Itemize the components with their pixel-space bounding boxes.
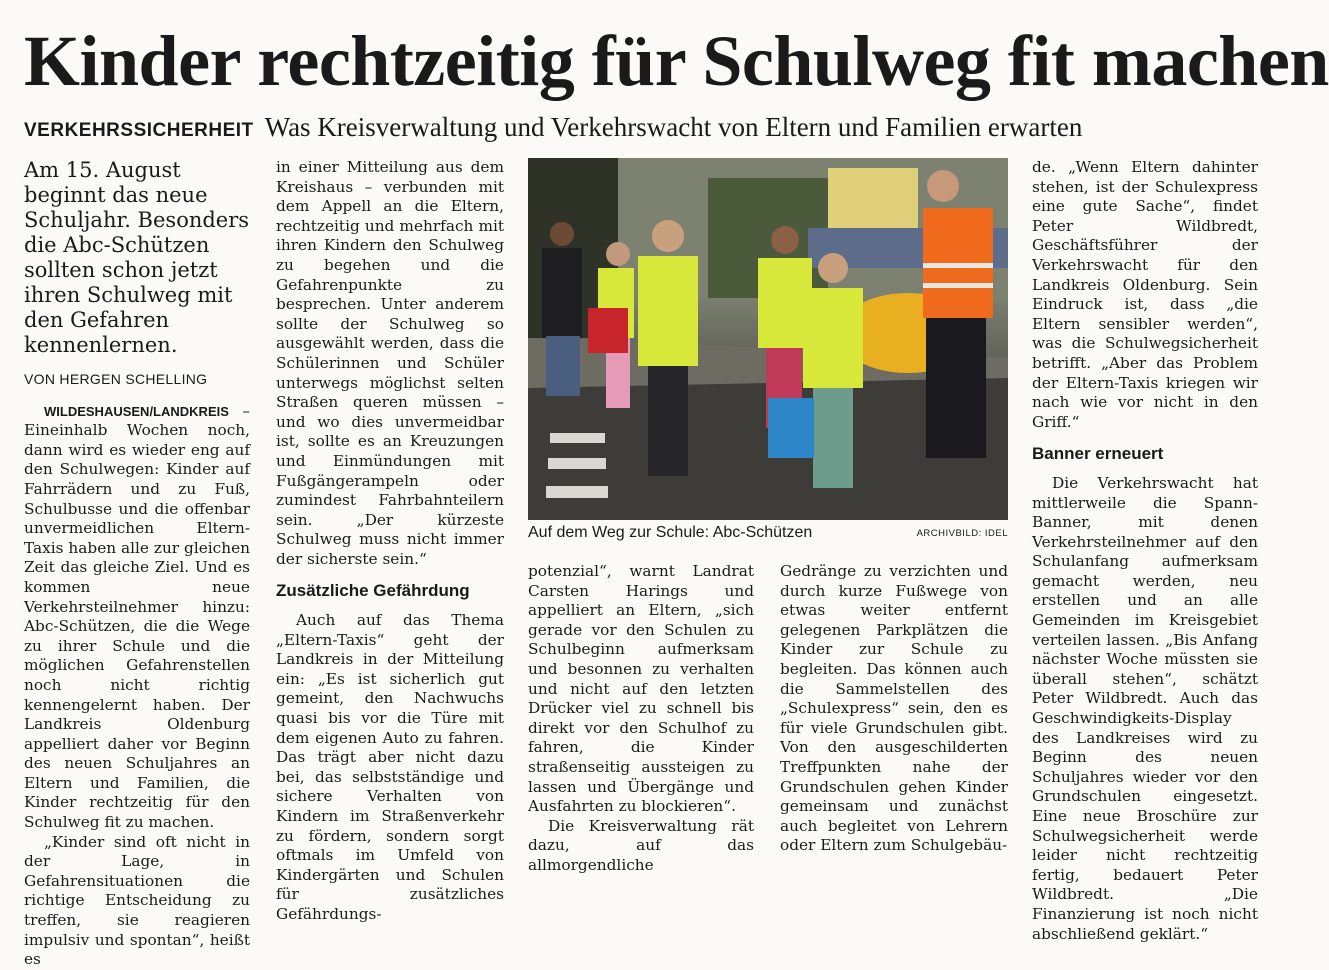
- dateline: WILDESHAUSEN/LANDKREIS: [44, 403, 229, 419]
- headline: Kinder rechtzeitig für Schulweg fit machen: [24, 21, 1329, 101]
- paragraph: Die Kreisverwaltung rät dazu, auf das allmorgendliche: [528, 816, 754, 874]
- caption-text: Auf dem Weg zur Schule: Abc-Schützen: [528, 524, 813, 541]
- paragraph: Auch auf das Thema „Eltern-Taxis“ geht der Landkreis in der Mitteilung ein: „Es ist sicherlich gut gemeint, den Nachwuchs quasi bis vor die Türe mit dem eigenen Auto zu fahren. Das trägt aber nicht dazu bei, das selbstständige und sichere Verhalten von Kindern im Straßenverkehr zu fördern, sondern sorgt oftmals im Umfeld von Kindergärten und Schulen für zusätzliches Gefährdungs-: [276, 611, 504, 923]
- subtitle: Was Kreisverwaltung und Verkehrswacht von Eltern und Familien erwarten: [264, 112, 1083, 142]
- byline: VON HERGEN SCHELLING: [24, 371, 208, 387]
- photo-caption: [528, 524, 1008, 542]
- paragraph: in einer Mitteilung aus dem Kreishaus – verbunden mit dem Appell an die Eltern, rechtzeitig und mehrfach mit ihren Kindern den Schulweg zu begehen und die Gefahrenpunkte zu besprechen. Unter anderem sollte der Schulweg so ausgewählt werden, dass die Schülerinnen und Schüler unterwegs möglichst selten Straßen queren müssen – und wo dies unvermeidbar ist, sollte es an Kreuzungen und Einmündungen mit Fußgängerampeln oder zumindest Fahrbahnteilern sein. „Der kürzeste Schulweg muss nicht immer der sicherste sein.“: [276, 158, 504, 568]
- paragraph: Die Verkehrswacht hat mittlerweile die Spann-Banner, mit denen Verkehrsteilnehmer auf den Schulanfang aufmerksam gemacht werden, neu erstellen und an alle Gemeinden im Kreisgebiet verteilen lassen. „Bis Anfang nächster Woche müssten sie überall stehen“, schätzt Peter Wildbredt. Auch das Geschwindigkeits-Display des Landkreises wird zu Beginn des neuen Schuljahres wieder vor den Grundschulen eingesetzt. Eine neue Broschüre zur Schulwegsicherheit werde leider nicht rechtzeitig fertig, bedauert Peter Wildbredt. „Die Finanzierung ist noch nicht abschließend geklärt.“: [1032, 473, 1258, 943]
- column-2: [276, 158, 504, 923]
- lead-text: Am 15. August beginnt das neue Schuljahr. Besonders die Abc-Schützen sollten schon jetzt ihren Schulweg mit den Gefahren kennenlernen.: [24, 158, 250, 357]
- column-5: [1032, 158, 1258, 943]
- column-1: [24, 158, 250, 969]
- paragraph: potenzial“, warnt Landrat Carsten Harings und appelliert an Eltern, „sich gerade vor den Schulen zu Schulbeginn aufmerksam und besonnen zu verhalten und nicht auf den letzten Drücker viel zu schnell bis direkt vor den Schulhof zu fahren, die Kinder straßenseitig aussteigen zu lassen und Übergänge und Ausfahrten zu blockieren“.: [528, 562, 754, 816]
- paragraph: de. „Wenn Eltern dahinter stehen, ist der Schulexpress eine gute Sache“, findet Peter Wildbredt, Geschäftsführer der Verkehrswacht für den Landkreis Oldenburg. Sein Eindruck ist, dass „die Eltern sensibler werden“, was die Schulwegsicherheit betrifft. „Aber das Problem der Eltern-Taxis kriegen wir nach wie vor nicht in den Griff.“: [1032, 158, 1258, 431]
- column-3: [528, 562, 754, 874]
- paragraph: „Kinder sind oft nicht in der Lage, in Gefahrensituationen die richtige Entscheidung zu treffen, sie reagieren impulsiv und spontan“, heißt es: [24, 832, 250, 969]
- paragraph: WILDESHAUSEN/LANDKREIS – Eineinhalb Wochen noch, dann wird es wieder eng auf den Schulwegen: Kinder auf Fahrrädern und zu Fuß, Schulbusse und die offenbar unvermeidlichen Eltern-Taxis haben alle zur gleichen Zeit das gleiche Ziel. Und es kommen neue Verkehrsteilnehmer hinzu: Abc-Schützen, die die Wege zu ihrer Schule und die möglichen Gefahrenstellen noch nicht richtig kennengelernt haben. Der Landkreis Oldenburg appelliert daher vor Beginn des neuen Schuljahres an Eltern und Familien, die Kinder rechtzeitig für den Schulweg fit zu machen.: [24, 401, 250, 832]
- photo-credit: ARCHIVBILD: IDEL: [916, 528, 1008, 539]
- news-photo: [528, 158, 1008, 520]
- subline: [24, 112, 1264, 144]
- subhead-zusaetzliche-gefaehrdung: Zusätzliche Gefährdung: [276, 581, 470, 601]
- kicker: VERKEHRSSICHERHEIT: [24, 120, 254, 141]
- photo-illustration: [528, 158, 1008, 520]
- paragraph: Gedränge zu verzichten und durch kurze Fußwege von etwas weiter entfernt gelegenen Parkplätzen die Kinder zur Schule zu begleiten. Das können auch die Sammelstellen des „Schulexpress“ sein, den es für viele Grundschulen gibt. Von den ausgeschilderten Treffpunkten nahe der Grundschulen gehen Kinder gemeinsam und zunächst auch begleitet von Lehrern oder Eltern zum Schulgebäu-: [780, 562, 1008, 855]
- subhead-banner-erneuert: Banner erneuert: [1032, 444, 1164, 464]
- column-4: [780, 562, 1008, 855]
